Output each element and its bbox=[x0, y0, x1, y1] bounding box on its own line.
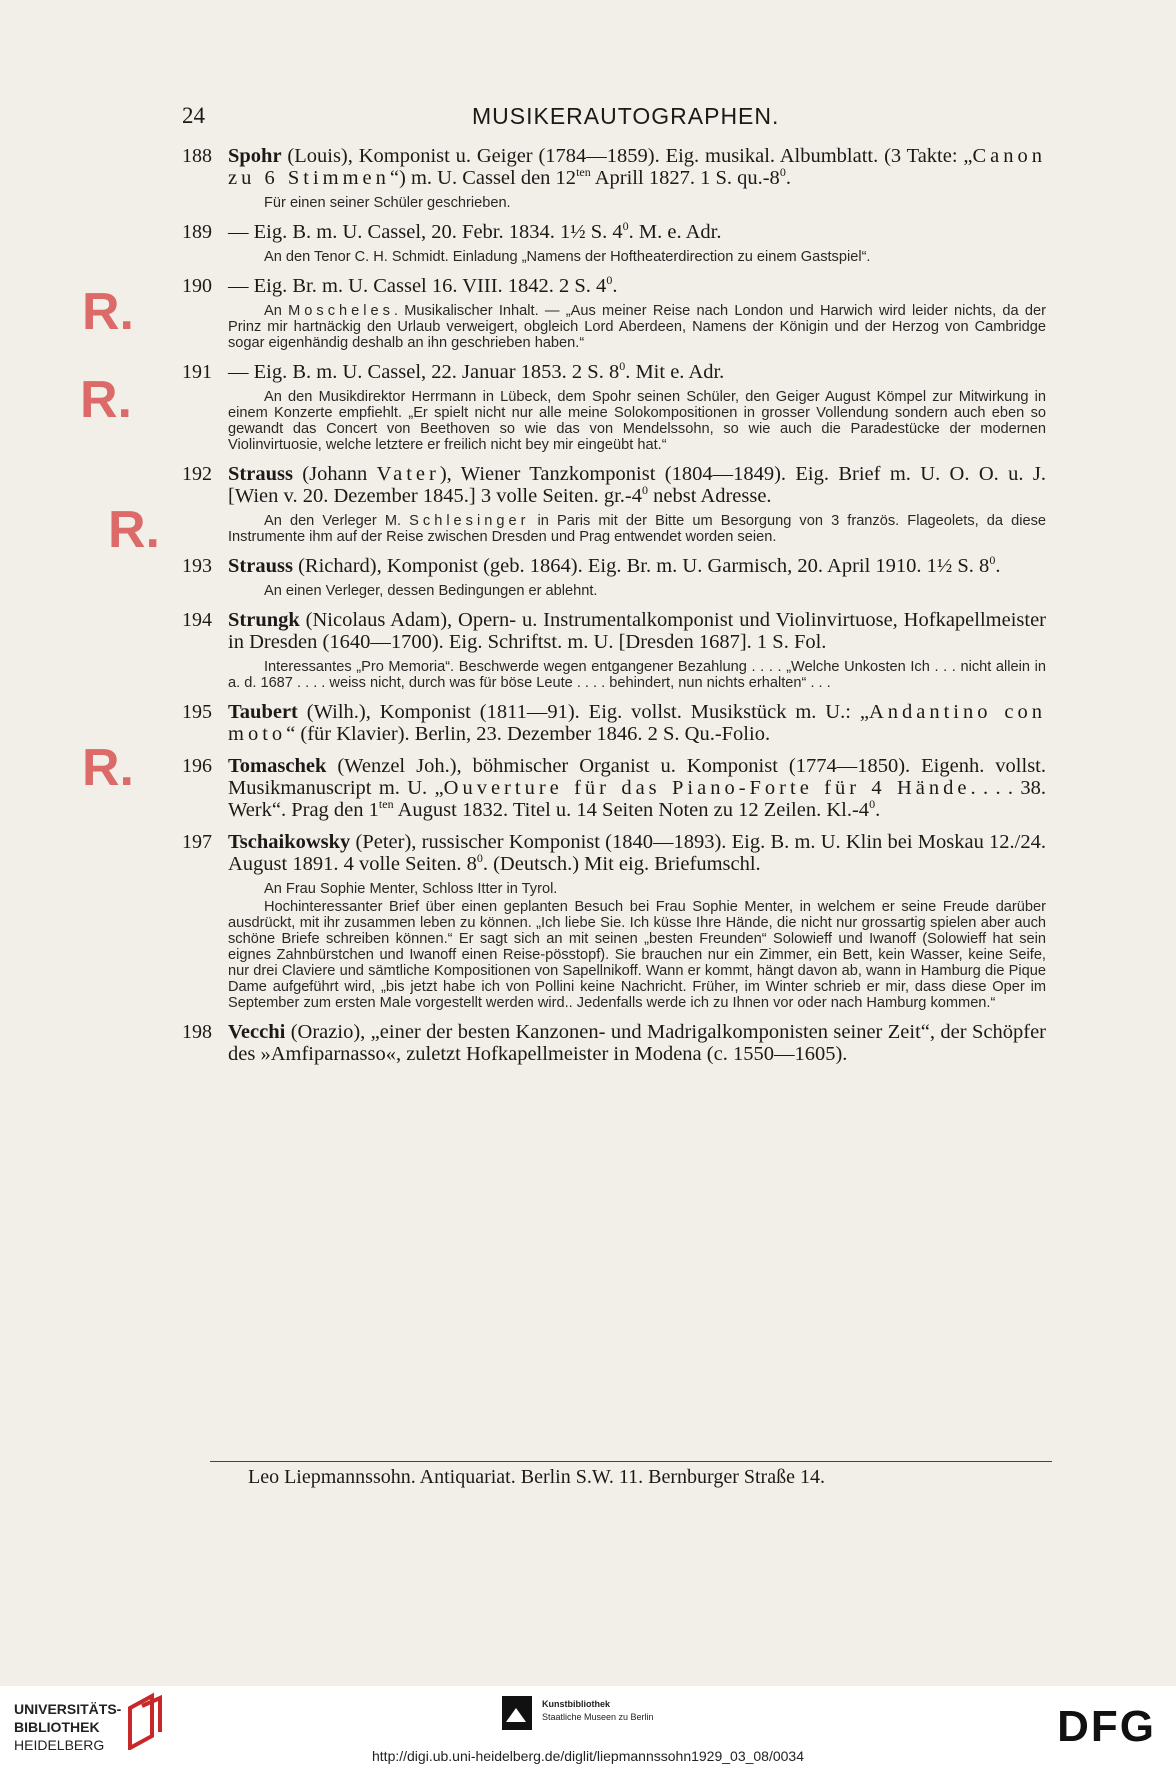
entry-text: . bbox=[612, 275, 618, 297]
note-text: An bbox=[264, 303, 289, 319]
uni-line: HEIDELBERG bbox=[14, 1737, 105, 1753]
entry-text: (Johann bbox=[292, 463, 377, 485]
entry-note: Hochinteressanter Brief über einen geplanten Besuch bei Frau Sophie Menter, in welchem er seine Freude darüber ausdrückt, mit ihr zusammen leben zu können. „Ich liebe Sie. Ich küsse Ihre Hände, die nicht nur grossartig spielen aber auch schöne Briefe schreiben können.“ Er sagt sich an mit seinen „besten Freunden“ Solowieff und Iwanoff (Solowieff hat sein eignes Zahnbürstchen und Iwanoff einen Reise-pösstopf). Sie brauchen nur ein Zimmer, ein Bett, kein Wasser, keine Seife, nur drei Claviere und sämtliche Kompositionen von Sapellnikoff. Wann er kommt, hängt davon ab, wann in Hamburg die Pique Dame aufgeführt wird, „bis jetzt habe ich von Pollini keine Nachricht. Früher, im Winter schrieb er mir, dass diese Oper im September zum ersten Male vorgestellt werden wird.. Jedenfalls werde ich zu Ihnen vor oder nach Hamburg kommen.“ bbox=[228, 899, 1046, 1011]
entry-191 bbox=[182, 361, 1046, 453]
kb-line: Staatliche Museen zu Berlin bbox=[542, 1712, 654, 1722]
recipient-name: Moscheles bbox=[288, 303, 394, 319]
entry-text: — Eig. Br. m. U. Cassel 16. VIII. 1842. 2 S. 4 bbox=[228, 275, 607, 297]
entry-text: (Wenzel Joh.), böhmischer Organist u. Komponist (1774—1850). Eigenh. vollst. Musikmanuscript m. U. „ bbox=[228, 755, 1046, 799]
entry-note: Interessantes „Pro Memoria“. Beschwerde wegen entgangener Bezahlung . . . . „Welche Unkosten Ich . . . nicht allein in a. d. 1687 . . . . weiss nicht, durch was für böse Leute . . . . behindert, nun nichts erhalten“ . . . bbox=[228, 659, 1046, 691]
entry-number: 189 bbox=[182, 221, 212, 243]
entry-note bbox=[228, 513, 1046, 545]
permalink-url[interactable]: http://digi.ub.uni-heidelberg.de/diglit/liepmannssohn1929_03_08/0034 bbox=[372, 1748, 804, 1764]
entry-text: . (Deutsch.) Mit eig. Briefumschl. bbox=[482, 853, 761, 875]
marginalia-r-2: R. bbox=[80, 371, 132, 429]
entry-text: “ (für Klavier). Berlin, 23. Dezember 1846. 2 S. Qu.-Folio. bbox=[286, 723, 771, 745]
epithet: Vater bbox=[376, 463, 440, 485]
entry-text: — Eig. B. m. U. Cassel, 22. Januar 1853. 2 S. 8 bbox=[228, 361, 620, 383]
superscript: 0 bbox=[622, 219, 629, 234]
entry-text: Aprill 1827. 1 S. qu.-8 bbox=[590, 167, 780, 189]
note-text: in Paris mit der Bitte um Besorgung von 3 französ. Flageolets, da diese Instrumente ihm auf der Reise zwischen Dresden und Prag entwendet worden seien. bbox=[228, 513, 1046, 545]
entry-197 bbox=[182, 831, 1046, 1011]
entry-text: (Nicolaus Adam), Opern- u. Instrumentalkomponist und Violinvirtuose, Hofkapellmeister in Dresden (1640—1700). Eig. Schriftst. m. U. [Dresden 1687]. 1 S. Fol. bbox=[228, 609, 1046, 653]
entry-description bbox=[228, 755, 1046, 821]
entry-description bbox=[228, 145, 1046, 189]
entry-195 bbox=[182, 701, 1046, 745]
entry-text: ), Wiener Tanzkomponist (1804—1849). Eig. Brief m. U. O. O. u. J. [Wien v. 20. Dezember 1845.] 3 volle Seiten. gr.-4 bbox=[228, 463, 1046, 507]
work-title: Andantino con moto bbox=[228, 701, 1046, 745]
uni-line: UNIVERSITÄTS- bbox=[14, 1701, 122, 1717]
composer-name: Taubert bbox=[228, 701, 298, 723]
composer-name: Strungk bbox=[228, 609, 300, 631]
entry-note: An den Musikdirektor Herrmann in Lübeck, dem Spohr seinen Schüler, den Geiger August Kömpel zur Mitwirkung in einem Konzerte empfiehlt. „Er spielt nicht nur alle meine Solokompositionen in grosser Vollendung sondern auch eben so gewandt das Concert von Beethoven so wie das von Mendelssohn, so wie auch die Paradestücke der modernen Violinvirtuosie, welche letztere er freilich nicht bey mir eingeübt hat.“ bbox=[228, 389, 1046, 453]
entry-description bbox=[228, 1021, 1046, 1065]
superscript: ten bbox=[378, 797, 394, 812]
entry-text: . M. e. Adr. bbox=[628, 221, 722, 243]
university-logo-icon[interactable] bbox=[122, 1692, 164, 1750]
digitization-bar bbox=[0, 1686, 1176, 1770]
entry-text: (Wilh.), Komponist (1811—91). Eig. vollst. Musikstück m. U.: „ bbox=[297, 701, 869, 723]
entry-190 bbox=[182, 275, 1046, 351]
entry-description bbox=[228, 831, 1046, 875]
entry-189 bbox=[182, 221, 1046, 265]
entry-number: 188 bbox=[182, 145, 212, 167]
entry-description bbox=[228, 701, 1046, 745]
university-library-name[interactable] bbox=[14, 1700, 121, 1754]
entry-188 bbox=[182, 145, 1046, 211]
entry-note: An den Tenor C. H. Schmidt. Einladung „Namens der Hoftheaterdirection zu einem Gastspiel“. bbox=[264, 249, 871, 265]
note-text: . Musikalischer Inhalt. — „Aus meiner Reise nach London und Harwich wird leider nichts, da der Prinz mir hartnäckig den Urlaub verweigert, obgleich Lord Aberdeen, Namens der Königin und der Herzog von Cambridge sogar eigenhändig deshalb an ihn geschrieben haben.“ bbox=[228, 303, 1047, 351]
entry-text: August 1832. Titel u. 14 Seiten Noten zu 12 Zeilen. Kl.-4 bbox=[393, 799, 870, 821]
superscript: 0 bbox=[476, 851, 483, 866]
entry-number: 190 bbox=[182, 275, 212, 297]
dfg-logo[interactable]: DFG bbox=[1057, 1702, 1156, 1751]
entry-description bbox=[228, 221, 1046, 243]
superscript: ten bbox=[576, 165, 591, 180]
entry-description bbox=[228, 555, 1046, 577]
entry-text: (Peter), russischer Komponist (1840—1893). Eig. B. m. U. Klin bei Moskau 12./24. August 1891. 4 volle Seiten. 8 bbox=[228, 831, 1046, 875]
composer-name: Tschaikowsky bbox=[228, 831, 351, 853]
entry-number: 191 bbox=[182, 361, 212, 383]
catalogue-entries bbox=[182, 145, 1046, 1075]
entry-text: . Mit e. Adr. bbox=[625, 361, 725, 383]
entry-196 bbox=[182, 755, 1046, 821]
entry-description bbox=[228, 275, 1046, 297]
entry-number: 198 bbox=[182, 1021, 212, 1043]
entry-description bbox=[228, 463, 1046, 507]
superscript: 0 bbox=[606, 273, 613, 288]
entry-text: . bbox=[785, 167, 791, 189]
composer-name: Strauss bbox=[228, 463, 293, 485]
composer-name: Tomaschek bbox=[228, 755, 327, 777]
entry-text: nebst Adresse. bbox=[648, 485, 772, 507]
footer-rule bbox=[210, 1461, 1052, 1462]
entry-text: (Richard), Komponist (geb. 1864). Eig. Br. m. U. Garmisch, 20. April 1910. 1½ S. 8 bbox=[292, 555, 990, 577]
entry-note: An einen Verleger, dessen Bedingungen er ablehnt. bbox=[264, 583, 598, 599]
page-number: 24 bbox=[182, 103, 205, 128]
work-title: Ouverture für das Piano-Forte für 4 Hände bbox=[443, 777, 971, 799]
entry-number: 194 bbox=[182, 609, 212, 631]
entry-number: 196 bbox=[182, 755, 212, 777]
superscript: 0 bbox=[779, 165, 786, 180]
page-header bbox=[182, 103, 1046, 129]
entry-194 bbox=[182, 609, 1046, 691]
superscript: 0 bbox=[619, 359, 626, 374]
uni-line: BIBLIOTHEK bbox=[14, 1719, 100, 1735]
entry-text: (Orazio), „einer der besten Kanzonen- und Madrigalkomponisten seiner Zeit“, der Schöpfer des »Amfiparnasso«, zuletzt Hofkapellmeister in Modena (c. 1550—1605). bbox=[228, 1021, 1046, 1065]
entry-198 bbox=[182, 1021, 1046, 1065]
entry-note bbox=[228, 303, 1046, 351]
entry-192 bbox=[182, 463, 1046, 545]
entry-note: An Frau Sophie Menter, Schloss Itter in Tyrol. bbox=[264, 881, 558, 897]
work-title: Canon zu 6 Stimmen bbox=[228, 145, 1046, 189]
entry-text: . bbox=[875, 799, 881, 821]
entry-number: 193 bbox=[182, 555, 212, 577]
superscript: 0 bbox=[642, 483, 648, 498]
superscript: 0 bbox=[989, 553, 996, 568]
note-text: An den Verleger M. bbox=[264, 513, 410, 529]
running-title: MUSIKERAUTOGRAPHEN. bbox=[472, 103, 780, 129]
composer-name: Vecchi bbox=[228, 1021, 286, 1043]
recipient-name: Schlesinger bbox=[409, 513, 530, 529]
marginalia-r-4: R. bbox=[82, 739, 134, 797]
entry-number: 197 bbox=[182, 831, 212, 853]
entry-number: 195 bbox=[182, 701, 212, 723]
entry-193 bbox=[182, 555, 1046, 599]
publisher-footer: Leo Liepmannssohn. Antiquariat. Berlin S.W. 11. Bernburger Straße 14. bbox=[248, 1466, 825, 1488]
kunstbibliothek-logo-icon[interactable] bbox=[502, 1696, 532, 1730]
kunstbibliothek-name[interactable] bbox=[542, 1698, 654, 1724]
entry-note: Für einen seiner Schüler geschrieben. bbox=[264, 195, 511, 211]
composer-name: Strauss bbox=[228, 555, 293, 577]
marginalia-r-1: R. bbox=[82, 283, 134, 341]
marginalia-r-3: R. bbox=[108, 501, 160, 559]
entry-description bbox=[228, 361, 1046, 383]
entry-description bbox=[228, 609, 1046, 653]
superscript: 0 bbox=[869, 797, 876, 812]
entry-text: “) m. U. Cassel den 12 bbox=[389, 167, 577, 189]
entry-number: 192 bbox=[182, 463, 212, 485]
kb-line: Kunstbibliothek bbox=[542, 1699, 610, 1709]
composer-name: Spohr bbox=[228, 145, 282, 167]
entry-text: . . . . 38. Werk“. Prag den 1 bbox=[228, 777, 1047, 821]
entry-text: (Louis), Komponist u. Geiger (1784—1859). Eig. musikal. Albumblatt. (3 Takte: „ bbox=[281, 145, 973, 167]
entry-text: . bbox=[995, 555, 1001, 577]
entry-text: — Eig. B. m. U. Cassel, 20. Febr. 1834. 1½ S. 4 bbox=[228, 221, 623, 243]
